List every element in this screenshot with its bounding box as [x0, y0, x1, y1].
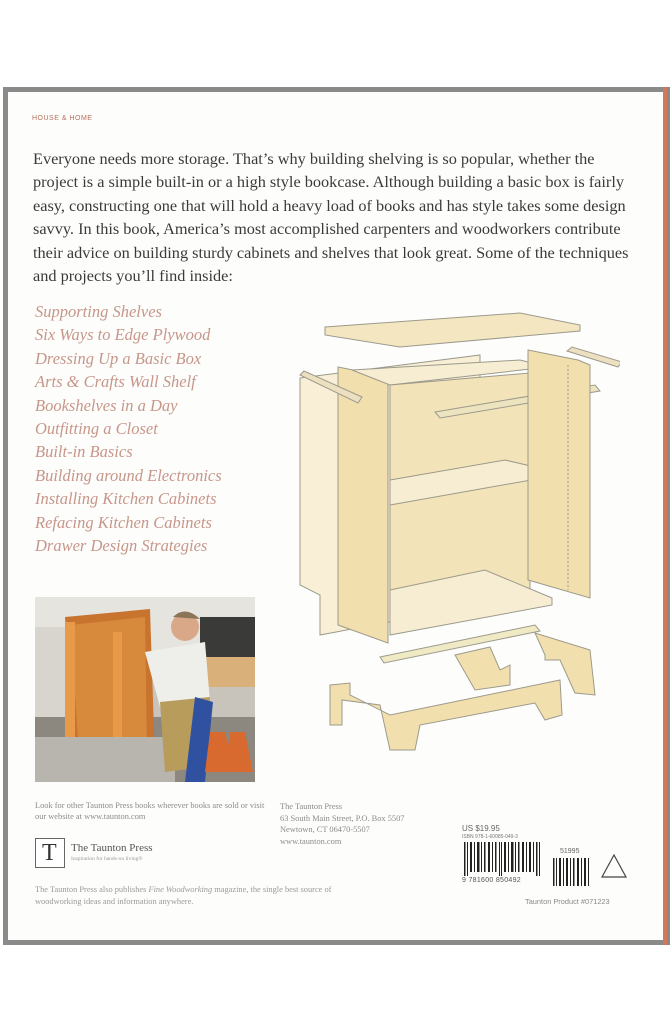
barcode-number: 9 781600 850492 — [462, 877, 521, 884]
contents-item: Installing Kitchen Cabinets — [35, 489, 217, 509]
also-publishes-suffix: magazine, the single best source of woodworking ideas and information anywhere. — [35, 885, 332, 906]
isbn-label: ISBN 978-1-60085-049-3 — [462, 834, 518, 840]
magazine-title: Fine Woodworking — [148, 885, 213, 894]
price-label: US $19.95 — [462, 824, 500, 833]
publisher-address — [280, 801, 404, 847]
right-side-panel — [528, 350, 590, 598]
left-side-panel — [338, 367, 388, 643]
contents-item: Bookshelves in a Day — [35, 395, 178, 415]
address-line: www.taunton.com — [280, 836, 342, 846]
triangle-icon — [600, 853, 628, 879]
woodworker-photo — [35, 597, 255, 782]
contents-item: Arts & Crafts Wall Shelf — [35, 372, 196, 392]
look-for-text: Look for other Taunton Press books wherever books are sold or visit our website at www.taunton.com — [35, 801, 265, 821]
address-line: 63 South Main Street, P.O. Box 5507 — [280, 813, 405, 823]
contents-item: Six Ways to Edge Plywood — [35, 325, 211, 345]
publisher-tagline: Inspiration for hands-on living® — [71, 856, 143, 862]
cabinet-illustration — [290, 305, 620, 775]
category-label: HOUSE & HOME — [32, 115, 93, 122]
address-line: The Taunton Press — [280, 802, 343, 811]
supplement-code: 51995 — [560, 848, 580, 855]
base-front — [330, 680, 562, 750]
logo-letter: T — [42, 840, 57, 866]
contents-item: Outfitting a Closet — [35, 419, 158, 439]
contents-item: Built-in Basics — [35, 442, 133, 462]
contents-item: Drawer Design Strategies — [35, 536, 208, 556]
taunton-logo-icon — [35, 838, 65, 868]
cover-blurb: Everyone needs more storage. That’s why building shelving is so popular, whether the project is a simple built-in or a high style bookcase. Although building a basic box is fairly easy, constructing one that will hold a heavy load of books and has style takes some design savvy. In this book, America’s most accomplished carpenters and woodworkers contribute their advice on building sturdy cabinets and shelves that look great. Some of the techniques and projects you’ll find inside: — [33, 149, 629, 286]
also-publishes-prefix: The Taunton Press also publishes — [35, 885, 149, 894]
product-code: Taunton Product #071223 — [525, 897, 610, 906]
address-line: Newtown, CT 06470-5507 — [280, 825, 370, 834]
contents-item: Dressing Up a Basic Box — [35, 348, 202, 368]
publisher-name: The Taunton Press — [71, 842, 153, 854]
supplement-barcode — [552, 858, 592, 886]
frame-right-edge — [667, 87, 670, 945]
base-connector — [455, 647, 510, 690]
contents-list — [35, 300, 222, 557]
publisher-logo — [35, 838, 153, 868]
contents-item: Building around Electronics — [35, 465, 222, 485]
contents-item: Supporting Shelves — [35, 302, 162, 321]
top-panel — [325, 313, 580, 347]
isbn-barcode — [462, 842, 542, 876]
also-publishes-text — [35, 884, 335, 908]
contents-item: Refacing Kitchen Cabinets — [35, 512, 212, 532]
